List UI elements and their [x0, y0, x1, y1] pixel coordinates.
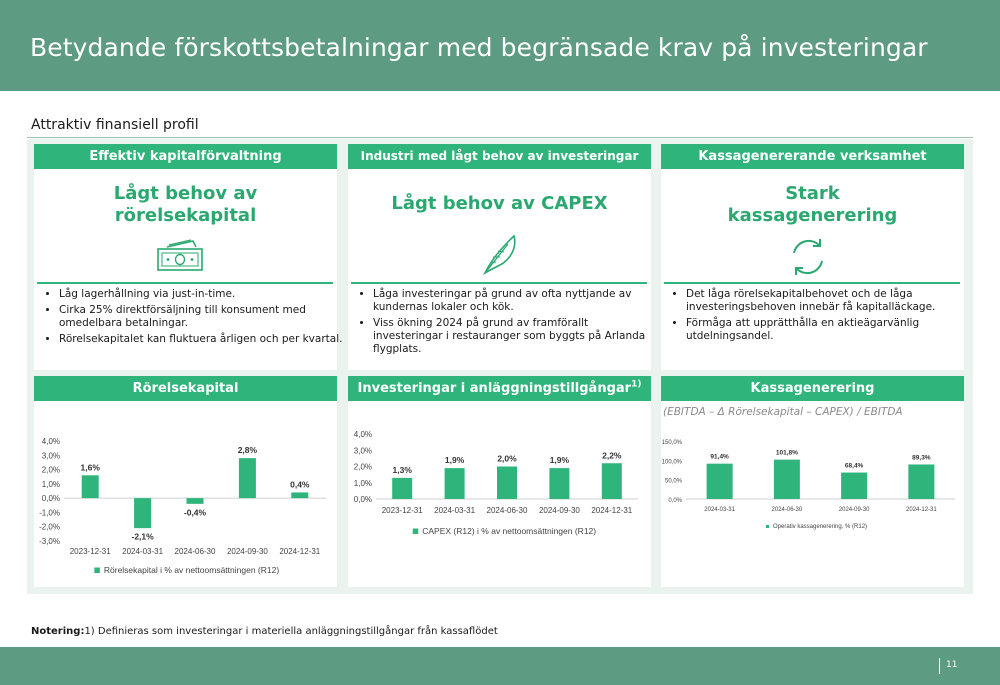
chart-bar	[549, 468, 569, 499]
y-tick-label: -3,0%	[39, 537, 60, 546]
x-tick-label: 2024-06-30	[486, 506, 528, 515]
legend-label: CAPEX (R12) i % av nettoomsättningen (R12)	[422, 526, 597, 536]
chart-bar	[82, 475, 99, 498]
footer-bar	[0, 647, 1000, 685]
page-title: Betydande förskottsbetalningar med begränsade krav på investeringar	[30, 33, 928, 62]
chart-bar	[908, 464, 934, 499]
chart-bar	[392, 478, 412, 499]
header-bar	[0, 0, 1000, 91]
chart-legend	[413, 526, 597, 536]
cash-generation-chart	[661, 432, 964, 542]
column-1-separator	[37, 282, 333, 284]
list-item: • Cirka 25% direktförsäljning till konsument med omedelbara betalningar.	[59, 304, 344, 330]
list-item: • Rörelsekapitalet kan fluktuera årligen och per kvartal.	[59, 333, 344, 346]
list-item: • Låg lagerhållning via just-in-time.	[59, 288, 344, 301]
column-2-header: Industri med lågt behov av investeringar	[348, 144, 651, 169]
chart-legend	[766, 524, 867, 530]
column-3-header: Kassagenererande verksamhet	[661, 144, 964, 169]
list-item: • Det låga rörelsekapitalbehovet och de låga investeringsbehoven innebär få kapitalläckage.	[686, 288, 971, 314]
chart-bar	[187, 498, 204, 504]
y-tick-label: 4,0%	[353, 430, 372, 439]
money-bill-icon	[155, 238, 207, 274]
list-item: • Låga investeringar på grund av ofta nyttjande av kundernas lokaler och kök.	[373, 288, 658, 314]
data-label: 2,8%	[237, 445, 258, 456]
x-tick-label: 2023-12-31	[381, 506, 423, 515]
chart-bar	[707, 464, 733, 499]
x-tick-label: 2024-09-30	[838, 507, 870, 513]
chart-bar	[134, 498, 151, 528]
x-tick-label: 2024-03-31	[434, 506, 476, 515]
x-tick-label: 2024-03-31	[122, 547, 164, 556]
y-tick-label: 0,0%	[668, 498, 682, 504]
y-tick-label: 1,0%	[41, 479, 60, 489]
cash-generation-formula: (EBITDA – Δ Rörelsekapital – CAPEX) / EBITDA	[663, 406, 903, 418]
x-tick-label: 2024-03-31	[704, 507, 735, 513]
column-3-separator	[664, 282, 960, 284]
y-tick-label: 2,0%	[41, 465, 60, 475]
chart-bar	[497, 467, 517, 500]
y-tick-label: 0,0%	[41, 494, 60, 504]
column-3-chart-header: Kassagenerering	[661, 376, 964, 401]
data-label: -0,4%	[183, 507, 207, 518]
x-tick-label: 2024-06-30	[174, 547, 216, 556]
column-3-title	[661, 183, 964, 227]
y-tick-label: 2,0%	[353, 462, 372, 472]
legend-swatch	[94, 568, 100, 574]
data-label: 68,4%	[844, 462, 864, 470]
column-1-chart-header: Rörelsekapital	[34, 376, 337, 401]
y-tick-label: 3,0%	[41, 451, 60, 461]
data-label: 89,3%	[912, 454, 931, 462]
footer-divider	[939, 658, 940, 674]
y-tick-label: 100,0%	[661, 459, 682, 466]
working-capital-chart	[34, 430, 337, 580]
recycle-arrows-icon	[786, 236, 830, 278]
x-tick-label: 2024-09-30	[538, 506, 580, 515]
capex-chart	[348, 424, 651, 574]
chart-bar	[602, 463, 622, 499]
data-label: 2,0%	[497, 453, 517, 464]
y-tick-label: 4,0%	[41, 437, 60, 446]
data-label: 0,4%	[290, 479, 310, 490]
subtitle-rule	[27, 137, 973, 138]
list-item: • Förmåga att upprätthålla en aktieägarvänlig utdelningsandel.	[686, 317, 971, 343]
chart-bar	[445, 468, 465, 499]
data-label: 1,9%	[549, 455, 570, 466]
y-tick-label: 150,0%	[661, 440, 682, 446]
data-label: 101,8%	[775, 449, 798, 457]
section-subtitle: Attraktiv finansiell profil	[31, 117, 199, 133]
legend-label: Operativ kassagenerering, % (R12)	[773, 524, 868, 530]
data-label: 1,6%	[80, 462, 100, 473]
x-tick-label: 2023-12-31	[69, 547, 111, 556]
column-2-title-line1: Lågt behov av CAPEX	[391, 193, 608, 214]
y-tick-label: 3,0%	[353, 446, 372, 456]
footnote-marker: 1)	[631, 379, 642, 390]
chart-bar	[841, 473, 867, 499]
page-number: 11	[946, 660, 958, 670]
column-2-chart-header-text: Investeringar i anläggningstillgångar	[357, 381, 632, 396]
data-label: 1,3%	[392, 464, 412, 475]
y-tick-label: -2,0%	[39, 522, 60, 532]
chart-legend	[94, 565, 279, 575]
data-label: 91,4%	[710, 453, 729, 461]
legend-swatch	[413, 529, 419, 535]
legend-label: Rörelsekapital i % av nettoomsättningen (R12)	[103, 565, 280, 575]
column-2-separator	[351, 282, 647, 284]
data-label: 1,9%	[444, 455, 465, 466]
x-tick-label: 2024-12-31	[591, 506, 633, 515]
column-3-title-line1: Stark	[785, 183, 840, 204]
column-1-bullets	[41, 288, 344, 349]
x-tick-label: 2024-09-30	[226, 547, 268, 556]
y-tick-label: 0,0%	[353, 495, 372, 504]
column-3-bullets	[668, 288, 971, 346]
column-1-title	[34, 183, 337, 227]
column-2-title	[348, 193, 651, 215]
footnote	[31, 626, 498, 637]
y-tick-label: 50,0%	[664, 478, 682, 485]
feather-icon	[478, 231, 522, 277]
y-tick-label: -1,0%	[39, 508, 60, 518]
column-1-header: Effektiv kapitalförvaltning	[34, 144, 337, 169]
footnote-text: 1) Definieras som investeringar i materiella anläggningstillgångar från kassaflödet	[84, 626, 498, 637]
column-1-title-line2: rörelsekapital	[114, 205, 257, 226]
x-tick-label: 2024-06-30	[771, 507, 803, 513]
data-label: 2,2%	[602, 450, 622, 461]
chart-bar	[774, 460, 800, 499]
legend-swatch	[766, 525, 769, 528]
y-tick-label: 1,0%	[353, 478, 372, 488]
chart-bar	[239, 458, 256, 498]
x-tick-label: 2024-12-31	[279, 547, 321, 556]
x-tick-label: 2024-12-31	[906, 507, 937, 513]
list-item: • Viss ökning 2024 på grund av framförallt investeringar i restauranger som byggts på Arlanda flygplats.	[373, 317, 658, 356]
column-1-title-line1: Lågt behov av	[113, 183, 258, 204]
column-2-chart-header	[348, 376, 651, 401]
column-2-bullets	[355, 288, 658, 359]
data-label: -2,1%	[131, 531, 154, 542]
chart-bar	[291, 492, 308, 498]
footnote-label: Notering:	[31, 626, 85, 637]
column-3-title-line2: kassagenerering	[727, 205, 898, 226]
